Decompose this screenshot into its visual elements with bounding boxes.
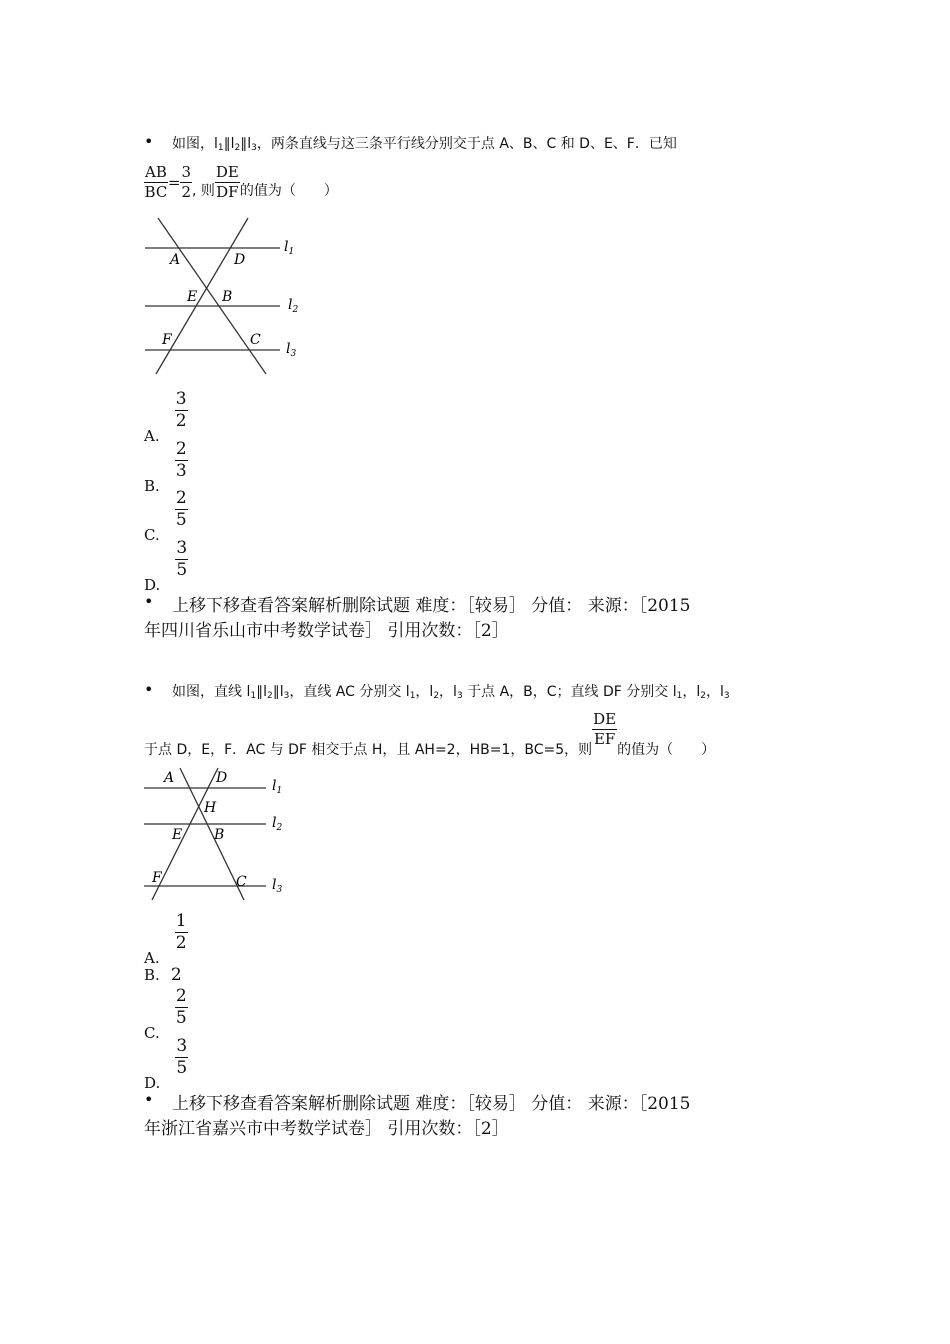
label-l2: $l_2$	[288, 297, 299, 315]
ratio-de-df: $\frac{DE}{DF}$	[215, 163, 239, 201]
label-a: A	[164, 770, 175, 786]
label-c: C	[236, 874, 247, 890]
label-d: D	[234, 252, 246, 268]
q1-option-b[interactable]: B. $\frac{2}{3}$	[144, 439, 187, 495]
q1-meta-line2: 年四川省乐山市中考数学试卷］ 引用次数：［2］	[144, 621, 509, 641]
bullet: •	[144, 592, 154, 611]
label-c: C	[250, 332, 261, 348]
label-f: F	[162, 332, 172, 348]
parallel-symbol: ∥	[240, 136, 248, 152]
parallel-symbol: ∥	[272, 684, 280, 700]
label-b: B	[214, 827, 225, 843]
q1-stem-line1: 如图，$l_1\parallel l_2\parallel l_3$，两条直线与这三条平行线分别交于点 A、B、C 和 D、E、F．已知	[172, 136, 677, 153]
label-d: D	[216, 770, 228, 786]
label-l3: $l_3$	[286, 341, 297, 359]
label-f: F	[152, 870, 162, 886]
q2-option-b[interactable]: B. 2	[144, 965, 182, 985]
q2-option-a[interactable]: A. $\frac{1}{2}$	[144, 911, 187, 967]
ratio-ab-bc: $\frac{AB}{BC}$	[144, 163, 168, 201]
label-l1: $l_1$	[272, 778, 283, 796]
q2-option-d[interactable]: D. $\frac{3}{5}$	[144, 1036, 188, 1092]
label-e: E	[187, 289, 198, 305]
label-l3: $l_3$	[272, 877, 283, 895]
q1-figure	[140, 212, 310, 378]
q2-stem-line2: 于点 D，E，F．AC 与 DF 相交于点 H，且 AH=2，HB=1，BC=5，则 $\frac{DE}{EF}$ 的值为（ ）	[144, 710, 716, 758]
bullet: •	[144, 1090, 154, 1109]
ratio-de-ef: $\frac{DE}{EF}$	[593, 710, 617, 748]
label-e: E	[172, 827, 183, 843]
parallel-symbol: ∥	[223, 136, 231, 152]
label-a: A	[170, 252, 181, 268]
q1-meta-line1[interactable]: 上移下移查看答案解析删除试题 难度：［较易］ 分值： 来源：［2015	[172, 596, 691, 616]
q1-option-c[interactable]: C. $\frac{2}{5}$	[144, 488, 187, 544]
q1-stem-line2: $\frac{AB}{BC}$ = $\frac{3}{2}$ , 则 $\frac{DE}{DF}$ 的值为（ ）	[144, 163, 338, 201]
label-h: H	[204, 800, 217, 816]
q1-option-a[interactable]: A. $\frac{3}{2}$	[144, 389, 187, 445]
q1-option-d[interactable]: D. $\frac{3}{5}$	[144, 538, 188, 594]
q2-stem-line1: 如图，直线 $l_1\parallel l_2\parallel l_3$，直线 AC 分别交 $l_1$，$l_2$，$l_3$ 于点 A，B，C；直线 DF 分别交 $l_1$，$l_2$，$l_3$	[172, 684, 730, 701]
bullet: •	[144, 680, 154, 699]
ratio-value: $\frac{3}{2}$	[181, 163, 191, 201]
q2-figure	[140, 762, 300, 906]
label-b: B	[222, 289, 233, 305]
q2-option-c[interactable]: C. $\frac{2}{5}$	[144, 986, 187, 1042]
label-l1: $l_1$	[284, 239, 295, 257]
parallel-symbol: ∥	[256, 684, 264, 700]
bullet: •	[144, 132, 154, 151]
label-l2: $l_2$	[272, 815, 283, 833]
q2-meta-line1[interactable]: 上移下移查看答案解析删除试题 难度：［较易］ 分值： 来源：［2015	[172, 1094, 691, 1114]
q2-meta-line2: 年浙江省嘉兴市中考数学试卷］ 引用次数：［2］	[144, 1119, 509, 1139]
